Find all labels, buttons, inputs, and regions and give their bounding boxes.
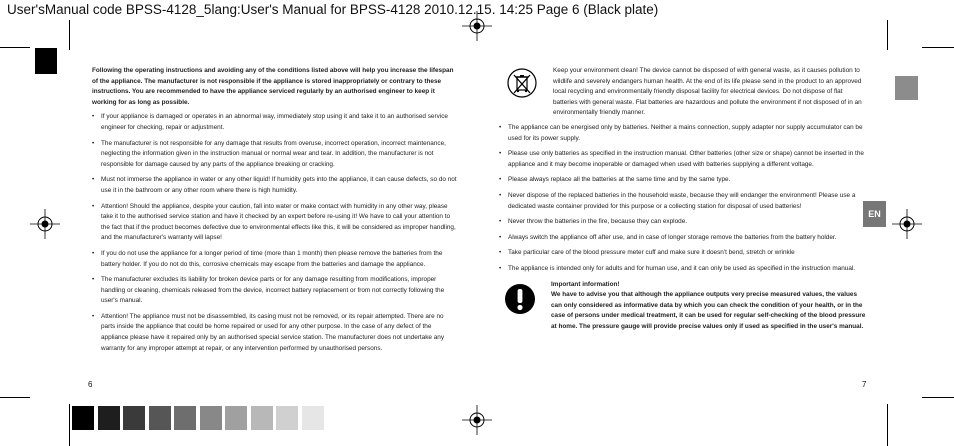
- grey-control-strip: [72, 406, 327, 430]
- crop-mark: [0, 397, 30, 398]
- important-text-block: [551, 280, 867, 333]
- crossed-bin-icon: [507, 68, 537, 98]
- registration-mark-icon: [30, 209, 60, 239]
- list-item: • The appliance can be energised only by batteries. Neither a mains connection, supply adapter nor supply accumulator can be used for its power supply.: [499, 123, 867, 144]
- list-item: • Always switch the appliance off after use, and in case of longer storage remove the batteries from the battery holder.: [499, 233, 867, 244]
- grey-swatch: [174, 406, 196, 430]
- list-item: • The manufacturer is not responsible for any damage that results from overuse, incorrect operation, incorrect maintenance, neglecting the information given in the instruction manual or normal wear and tear. In addition, the manufacturer is not responsible for damage caused by any parts of the appliance breaking or cracking.: [92, 139, 457, 171]
- list-item: • Please use only batteries as specified in the instruction manual. Other batteries (other size or shape) cannot be inserted in the appliance and it may become inoperable or damaged when used with batteries supplying a different voltage.: [499, 149, 867, 170]
- page-number-left: 6: [88, 380, 93, 389]
- list-item: • The appliance is intended only for adults and for human use, and it can only be used as specified in the instruction manual.: [499, 264, 867, 275]
- left-bullet-list: [92, 112, 457, 354]
- list-item: • If your appliance is damaged or operates in an abnormal way, immediately stop using it and take it to an authorised service engineer for checking, repair or adjustment.: [92, 112, 457, 133]
- important-title: Important information!: [551, 280, 620, 288]
- grey-swatch: [276, 406, 298, 430]
- print-header: User'sManual code BPSS-4128_5lang:User's Manual for BPSS-4128 2010.12.15. 14:25 Page 6 (Black plate): [7, 2, 659, 17]
- left-page-column: [92, 66, 457, 359]
- page-number-right: 7: [862, 380, 867, 389]
- crop-mark: [0, 47, 30, 48]
- grey-swatch: [72, 406, 94, 430]
- list-item: • Attention! The appliance must not be disassembled, its casing must not be removed, or its repair attempted. There are no parts inside the appliance that could be home repaired or used for any other purpose. In the case of any defect of the appliance please have it repaired only by an authorised special service station. The manufacturer does not undertake any warranty for any improper attempt at repair, or any intervention performed by unauthorised persons.: [92, 312, 457, 354]
- grey-swatch: [225, 406, 247, 430]
- grey-swatch: [200, 406, 222, 430]
- registration-mark-icon: [462, 11, 492, 41]
- registration-mark-icon: [462, 405, 492, 435]
- warning-exclamation-icon: [505, 284, 535, 314]
- list-item: • Please always replace all the batteries at the same time and by the same type.: [499, 175, 867, 186]
- important-notice: [499, 280, 867, 333]
- right-bullet-list: [499, 123, 867, 275]
- intro-paragraph: Following the operating instructions and avoiding any of the conditions listed above will help you increase the lifespan of the appliance. The manufacturer is not responsible if the appliance is stored inappropriately or contrary to these instructions. You are recommended to have the appliance serviced regularly by an authorised engineer to keep it working for as long as possible.: [92, 67, 454, 106]
- crop-mark: [69, 404, 70, 446]
- list-item: • Never throw the batteries in the fire, because they can explode.: [499, 217, 867, 228]
- list-item: • Must not immerse the appliance in water or any other liquid! If humidity gets into the appliance, it can cause defects, so do not use it in the bathroom or any other room where there is high humidity.: [92, 175, 457, 196]
- grey-swatch: [123, 406, 145, 430]
- list-item: • The manufacturer excludes its liability for broken device parts or for any damage resulting from modifications, improper handling or cleaning, chemicals released from the device, incorrect battery replacement or from not correctly following the user's manual.: [92, 275, 457, 307]
- registration-mark-icon: [892, 209, 922, 239]
- crop-mark: [887, 404, 888, 446]
- crop-mark: [922, 397, 954, 398]
- crop-mark: [922, 47, 954, 48]
- list-item: • If you do not use the appliance for a longer period of time (more than 1 month) then please remove the batteries from the battery holder. If you do not do this, corrosive chemicals may escape from the batteries and damage the appliance.: [92, 249, 457, 270]
- crop-mark: [69, 20, 70, 50]
- right-page-column: [499, 66, 867, 332]
- list-item: • Take particular care of the blood pressure meter cuff and make sure it doesn't bend, stretch or wrinkle: [499, 248, 867, 259]
- grey-swatch: [98, 406, 120, 430]
- grey-swatch: [149, 406, 171, 430]
- disposal-notice: [499, 66, 867, 119]
- grey-swatch: [251, 406, 273, 430]
- important-body: We have to advise you that although the appliance outputs very precise measured values, the values can only considered as informative data by which you can check the condition of your health, or in the case of persons under medical treatment, it can be used for regular self-checking of the blood pressure at home. The pressure gauge will provide precise values only if used as specified in the user's manual.: [551, 291, 866, 330]
- grey-swatch: [302, 406, 324, 430]
- section-tab-black: [35, 48, 57, 74]
- disposal-text: Keep your environment clean! The device cannot be disposed of with general waste, as it causes pollution to wildlife and severely endangers human health. At the end of its life please send in the product to an approved local recycling and environmentally friendly disposal facility for electrical devices. Do not dispose of flat batteries with general waste. Flat batteries are hazardous and pollute the environment if not disposed of in an environmentally friendly manner.: [553, 67, 862, 117]
- list-item: • Attention! Should the appliance, despite your caution, fall into water or make contact with humidity in any other way, please take it to the authorised service station and have it checked by an expert before re-using it! We have to call your attention to the fact that if the product becomes defective due to environmental effects like this, it will be considered as improper handling, and the manufacturer's warranty will lapse!: [92, 202, 457, 244]
- list-item: • Never dispose of the replaced batteries in the household waste, because they will endanger the environment! Please use a dedicated waste container provided for this purpose or a collecting station for disposal of used batteries!: [499, 191, 867, 212]
- section-tab-grey: [895, 76, 918, 100]
- crop-mark: [887, 20, 888, 50]
- language-tab: EN: [863, 201, 886, 227]
